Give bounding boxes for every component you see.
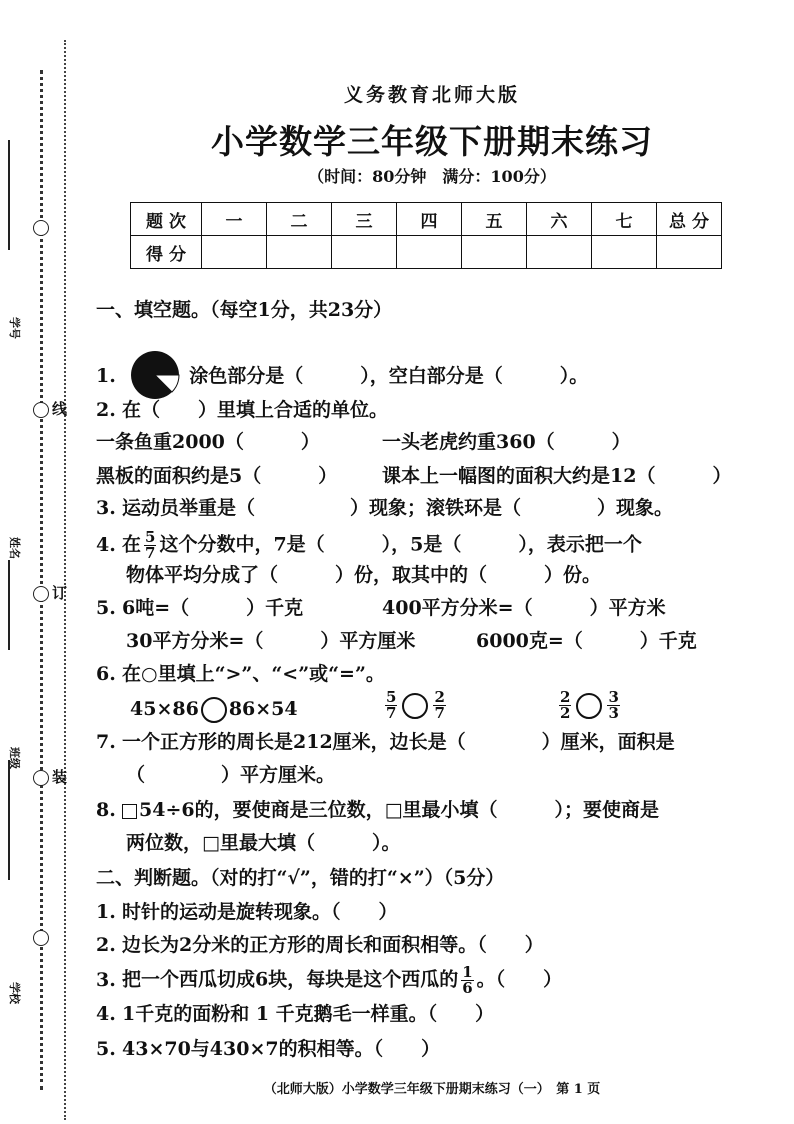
side-label-name: 姓名: [8, 537, 21, 559]
question-3: [96, 496, 673, 520]
denominator: 7: [145, 544, 156, 562]
denominator: 7: [434, 704, 445, 722]
question-number: 1.: [96, 901, 116, 923]
question-7b: （ ）平方厘米。: [126, 764, 336, 786]
binding-circle: [33, 220, 49, 236]
question-7: [96, 730, 675, 754]
table-cell: 三: [332, 203, 397, 236]
binding-circle: [33, 770, 49, 786]
numerator: 2: [560, 688, 571, 706]
compare-item-1: [130, 697, 298, 723]
question-2c: 黑板的面积约是5（ ）: [96, 465, 338, 487]
score-input-cell[interactable]: [527, 236, 592, 269]
question-4: [96, 530, 642, 561]
score-input-cell[interactable]: [657, 236, 722, 269]
side-label-school: 学校: [8, 982, 21, 1004]
compare-right: 86×54: [228, 698, 298, 720]
judge-5: [96, 1037, 440, 1061]
pie-fraction-icon: [129, 349, 181, 401]
score-table-header-row: [131, 203, 722, 236]
page-title: 小学数学三年级下册期末练习: [211, 122, 653, 161]
question-text: 在○里填上“>”、“<”或“=”。: [122, 663, 385, 685]
binding-dotted-line-outer: [64, 40, 66, 1120]
question-text: 涂色部分是（ ），空白部分是（ ）。: [189, 365, 589, 387]
judge-2: [96, 933, 544, 957]
time-info: （时间：80分钟 满分：100分）: [308, 167, 556, 186]
table-cell: 一: [202, 203, 267, 236]
compare-circle[interactable]: [201, 697, 227, 723]
compare-item-3: [556, 690, 623, 721]
denominator: 2: [560, 704, 571, 722]
denominator: 7: [386, 704, 397, 722]
question-2b: 一头老虎约重360（ ）: [382, 431, 631, 453]
question-number: 2.: [96, 399, 116, 421]
compare-circle[interactable]: [576, 693, 602, 719]
table-cell: 七: [592, 203, 657, 236]
question-text: 1千克的面粉和 1 千克鹅毛一样重。（ ）: [122, 1003, 495, 1025]
table-cell: 六: [527, 203, 592, 236]
fraction: [559, 690, 571, 721]
page-footer: （北师大版）小学数学三年级下册期末练习（一） 第 1 页: [263, 1082, 601, 1097]
table-cell: 总 分: [657, 203, 722, 236]
score-input-cell[interactable]: [332, 236, 397, 269]
judge-4: [96, 1002, 494, 1026]
question-text: 一个正方形的周长是212厘米，边长是（ ）厘米，面积是: [122, 731, 675, 753]
table-cell: 二: [267, 203, 332, 236]
question-number: 3.: [96, 968, 116, 991]
denominator: 3: [608, 704, 619, 722]
question-4b: 物体平均分成了（ ）份，取其中的（ ）份。: [126, 564, 602, 586]
score-input-cell[interactable]: [462, 236, 527, 269]
question-2d: 课本上一幅图的面积大约是12（ ）: [382, 465, 732, 487]
score-table: [130, 202, 722, 269]
fraction: [433, 690, 445, 721]
question-text: 43×70与430×7的积相等。（ ）: [122, 1038, 441, 1060]
question-text: 运动员举重是（ ）现象；滚铁环是（ ）现象。: [122, 497, 674, 519]
score-input-cell[interactable]: [397, 236, 462, 269]
denominator: 6: [462, 979, 473, 997]
numerator: 5: [386, 688, 397, 706]
compare-item-2: [382, 690, 449, 721]
question-text: 把一个西瓜切成6块，每块是这个西瓜的: [122, 968, 459, 991]
question-number: 5.: [96, 1038, 116, 1060]
question-5: [96, 596, 303, 620]
question-number: 2.: [96, 934, 116, 956]
question-5b: 400平方分米=（ ）平方米: [382, 597, 666, 619]
binding-circle: [33, 930, 49, 946]
fraction: [607, 690, 619, 721]
section2-heading: 二、判断题。（对的打“√”，错的打“×”）（5分）: [96, 867, 505, 889]
table-cell: 题 次: [131, 203, 202, 236]
question-text: 54÷6的，要使商是三位数，□里最小填（ ）；要使商是: [139, 799, 660, 821]
fraction: [144, 530, 156, 561]
compare-circle[interactable]: [402, 693, 428, 719]
edition-label: 义务教育北师大版: [343, 84, 520, 106]
question-number: 8.: [96, 799, 116, 821]
judge-1: [96, 900, 398, 924]
binding-char-line: 线: [52, 400, 68, 418]
question-text: 在（ ）里填上合适的单位。: [122, 399, 389, 421]
numerator: 3: [608, 688, 619, 706]
question-number: 3.: [96, 497, 116, 519]
numerator: 2: [434, 688, 445, 706]
question-5c: 30平方分米=（ ）平方厘米: [126, 630, 416, 652]
question-1: [96, 364, 588, 389]
judge-3: [96, 965, 562, 996]
table-cell: 四: [397, 203, 462, 236]
question-text: 6吨=（ ）千克: [122, 597, 304, 619]
fraction: [385, 690, 397, 721]
question-8: [96, 798, 659, 822]
table-cell: 五: [462, 203, 527, 236]
question-text: 。（ ）: [476, 968, 563, 991]
school-write-line: [8, 760, 10, 880]
side-label-class: 班级: [8, 747, 21, 769]
score-input-cell[interactable]: [592, 236, 657, 269]
score-input-cell[interactable]: [202, 236, 267, 269]
binding-char-pack: 装: [52, 768, 68, 786]
table-cell: 得 分: [131, 236, 202, 269]
question-2a: 一条鱼重2000（ ）: [96, 431, 320, 453]
question-2: [96, 398, 388, 422]
score-input-cell[interactable]: [267, 236, 332, 269]
binding-char-bind: 订: [52, 584, 68, 602]
blank-square: [122, 804, 137, 819]
class-write-line: [8, 560, 10, 650]
question-text: 这个分数中，7是（ ），5是（ ），表示把一个: [159, 533, 642, 556]
question-number: 5.: [96, 597, 116, 619]
question-number: 4.: [96, 1003, 116, 1025]
binding-circle: [33, 586, 49, 602]
numerator: 1: [462, 963, 473, 981]
question-number: 4.: [96, 533, 116, 556]
numerator: 5: [145, 528, 156, 546]
section1-heading: 一、填空题。（每空1分，共23分）: [96, 299, 393, 321]
question-number: 1.: [96, 365, 116, 387]
question-number: 6.: [96, 663, 116, 685]
side-label-id: 学号: [8, 317, 21, 339]
fraction: [461, 965, 473, 996]
question-number: 7.: [96, 731, 116, 753]
question-text: 在: [122, 533, 142, 556]
question-text: 边长为2分米的正方形的周长和面积相等。（ ）: [122, 934, 544, 956]
question-8b: 两位数，□里最大填（ ）。: [126, 832, 401, 854]
question-text: 时针的运动是旋转现象。（ ）: [122, 901, 398, 923]
score-table-score-row: [131, 236, 722, 269]
question-5d: 6000克=（ ）千克: [476, 630, 697, 652]
binding-circle: [33, 402, 49, 418]
question-6: [96, 662, 385, 686]
compare-left: 45×86: [130, 698, 199, 720]
